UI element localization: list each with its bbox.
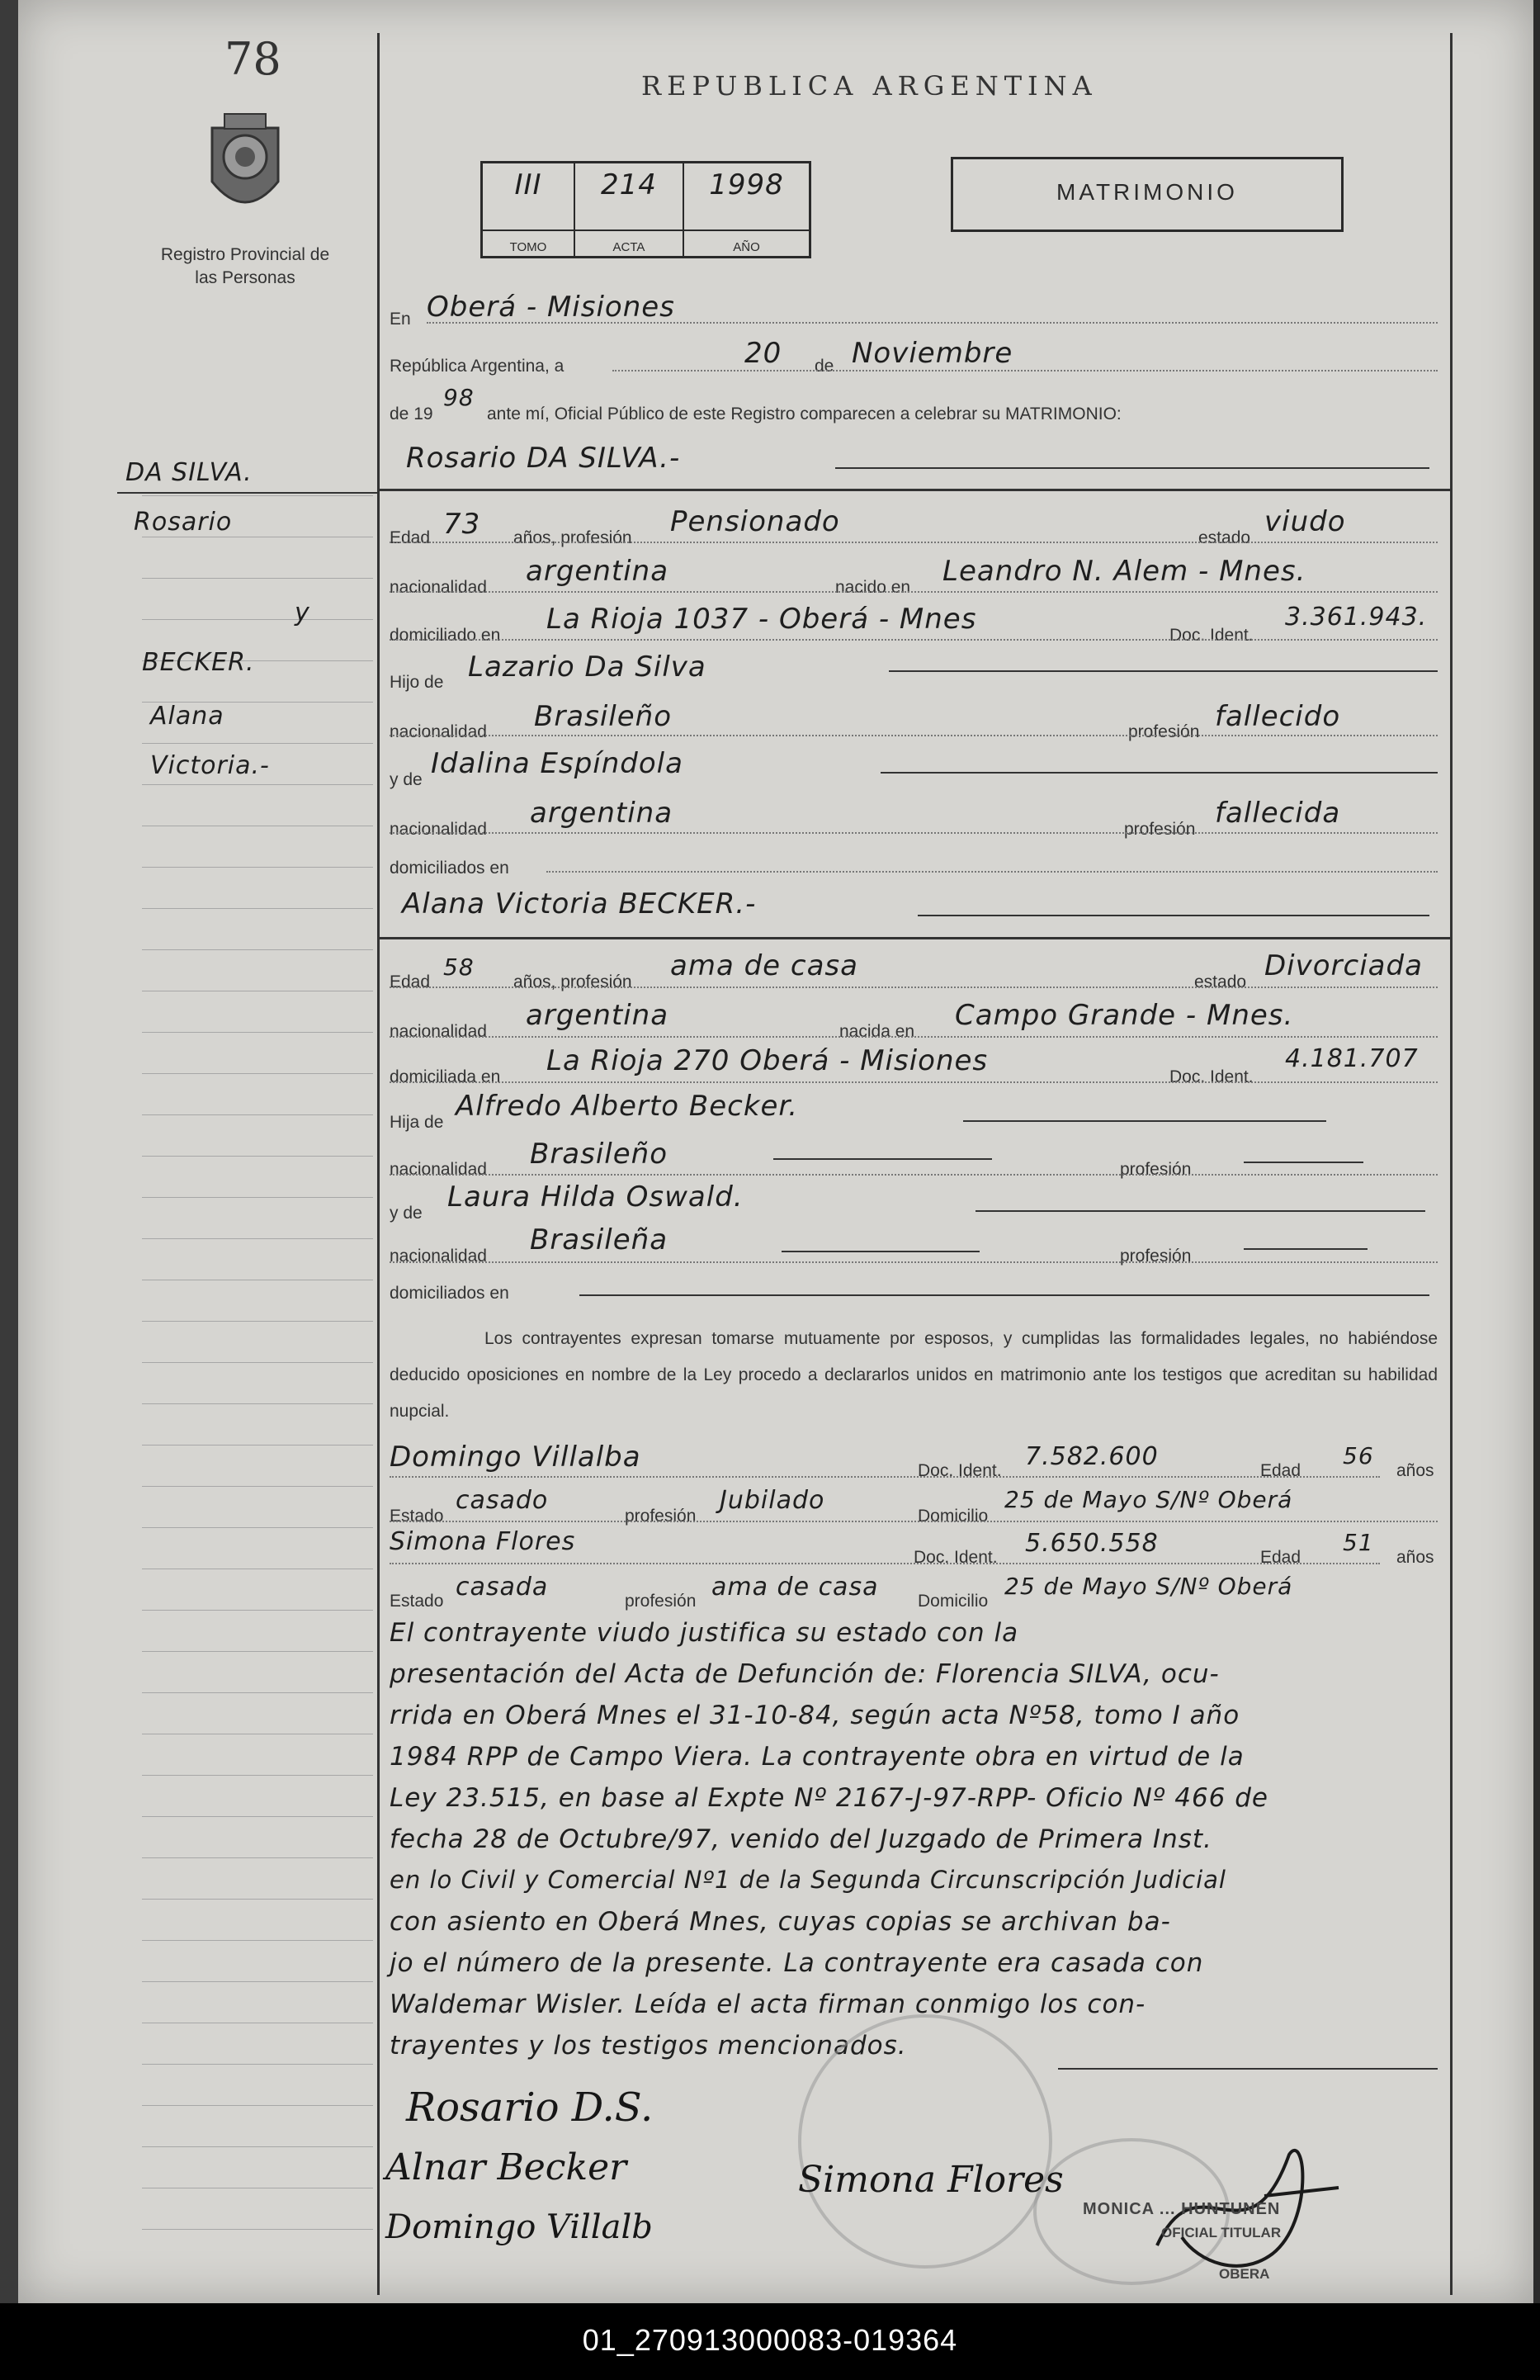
witness1-estado-label: Estado — [390, 1507, 444, 1526]
note-line: Ley 23.515, en base al Expte Nº 2167-J-97-RPP- Oficio Nº 466 de — [390, 1783, 1268, 1813]
signature-witness1: Domingo Villalb — [385, 2208, 653, 2246]
ano-value: 1998 — [709, 168, 784, 201]
note-line: con asiento en Oberá Mnes, cuyas copias se archivan ba- — [390, 1907, 1171, 1937]
witness2-dom: 25 de Mayo S/Nº Oberá — [1004, 1573, 1293, 1600]
bride-madre-nac-label: nacionalidad — [390, 1247, 487, 1266]
groom-madre: Idalina Espíndola — [431, 747, 683, 780]
registry-name: Registro Provincial de las Personas — [160, 245, 330, 287]
bride-estado: Divorciada — [1264, 949, 1423, 982]
bride-padre: Alfredo Alberto Becker. — [456, 1090, 799, 1123]
witness1-prof-label: profesión — [625, 1507, 697, 1526]
witness1-dom-label: Domicilio — [918, 1507, 989, 1526]
bride-profesion: ama de casa — [670, 949, 858, 982]
bride-edad-label: Edad — [390, 972, 431, 991]
witness1-edad: 56 — [1343, 1442, 1374, 1469]
scan-footer — [0, 2303, 1540, 2380]
bride-padre-nac: Brasileño — [530, 1138, 668, 1171]
bride-madre-nac: Brasileña — [530, 1223, 668, 1256]
bride-profesion-label: años, profesión — [513, 972, 632, 991]
bride-domiciliados-label: domiciliados en — [390, 1284, 509, 1303]
bride-divider — [377, 937, 1450, 939]
witness2-dom-label: Domicilio — [918, 1592, 989, 1611]
groom-padre-nac: Brasileño — [534, 700, 673, 733]
official-stamp-title: OFICIAL TITULAR — [1161, 2225, 1282, 2240]
groom-nac-label: nacionalidad — [390, 578, 487, 597]
groom-dom-label: domiciliado en — [390, 626, 501, 645]
bride-edad: 58 — [443, 953, 475, 981]
note-line: trayentes y los testigos mencionados. — [390, 2031, 907, 2061]
witness2-prof: ama de casa — [711, 1573, 879, 1602]
provincial-crest-icon — [196, 107, 295, 223]
signature-groom: Rosario D.S. — [406, 2084, 654, 2131]
groom-estado: viudo — [1264, 505, 1346, 538]
tomo-label: TOMO — [509, 240, 547, 254]
groom-doc-label: Doc. Ident. — [1169, 626, 1254, 645]
bride-doc-label: Doc. Ident. — [1169, 1067, 1254, 1086]
groom-madre-nac: argentina — [530, 797, 673, 830]
witness1-edad-label: Edad — [1260, 1461, 1301, 1480]
bride-dom-label: domiciliada en — [390, 1067, 501, 1086]
margin-note-line4: BECKER. — [142, 648, 255, 677]
doc-type-box — [951, 157, 1344, 232]
record-box — [480, 161, 811, 258]
book-binding — [0, 0, 18, 2303]
groom-padre-nac-label: nacionalidad — [390, 722, 487, 741]
witness2-prof-label: profesión — [625, 1592, 697, 1611]
witness2-doc-label: Doc. Ident. — [914, 1548, 998, 1567]
note-line: presentación del Acta de Defunción de: Florencia SILVA, ocu- — [390, 1659, 1220, 1689]
bride-dom: La Rioja 270 Oberá - Misiones — [546, 1044, 989, 1077]
groom-dom: La Rioja 1037 - Oberá - Mnes — [546, 603, 977, 636]
republic-label: República Argentina, a — [390, 357, 565, 376]
bride-doc: 4.181.707 — [1285, 1044, 1419, 1073]
date-line — [612, 370, 1438, 371]
scan-id: 01_270913000083-019364 — [582, 2323, 958, 2357]
margin-note-line1: DA SILVA. — [125, 458, 253, 487]
tomo-value: III — [514, 168, 542, 201]
bride-madre-prof-label: profesión — [1120, 1247, 1192, 1266]
groom-madre-prof: fallecida — [1215, 797, 1341, 830]
country-title: REPUBLICA ARGENTINA — [641, 70, 1098, 102]
en-label: En — [390, 310, 411, 329]
groom-estado-label: estado — [1198, 528, 1251, 547]
acta-label: ACTA — [612, 240, 645, 254]
witness2-estado: casada — [456, 1573, 549, 1602]
groom-padre: Lazario Da Silva — [468, 651, 706, 684]
groom-yde-label: y de — [390, 770, 423, 789]
margin-note-line5: Alana — [150, 702, 224, 731]
groom-divider — [377, 489, 1450, 491]
groom-name-line — [835, 467, 1429, 469]
groom-profesion: Pensionado — [670, 505, 840, 538]
bride-nac: argentina — [526, 999, 669, 1032]
bride-padre-prof-label: profesión — [1120, 1160, 1192, 1179]
groom-madre-nac-label: nacionalidad — [390, 820, 487, 839]
register-page — [18, 0, 1533, 2303]
groom-padre-prof: fallecido — [1215, 700, 1341, 733]
bride-nacida-label: nacida en — [839, 1022, 915, 1041]
witness2-estado-label: Estado — [390, 1592, 444, 1611]
witness2-anos-label: años — [1396, 1548, 1434, 1567]
bride-padre-nac-label: nacionalidad — [390, 1160, 487, 1179]
groom-nac: argentina — [526, 555, 669, 588]
margin-note-line3: y — [295, 599, 310, 627]
official-stamp-place: OBERA — [1219, 2266, 1270, 2282]
ano-label: AÑO — [733, 240, 760, 254]
witness1-dom: 25 de Mayo S/Nº Oberá — [1004, 1486, 1293, 1513]
bride-name: Alana Victoria BECKER.- — [402, 887, 757, 920]
note-line: en lo Civil y Comercial Nº1 de la Segunda Circunscripción Judicial — [390, 1866, 1226, 1894]
note-line: 1984 RPP de Campo Viera. La contrayente obra en virtud de la — [390, 1742, 1245, 1772]
signature-bride: Alnar Becker — [385, 2146, 627, 2188]
note-line: Waldemar Wisler. Leída el acta firman conmigo los con- — [390, 1990, 1146, 2019]
groom-profesion-label: años, profesión — [513, 528, 632, 547]
witness1-doc-label: Doc. Ident. — [918, 1461, 1002, 1480]
note-line: fecha 28 de Octubre/97, venido del Juzgado de Primera Inst. — [390, 1824, 1212, 1854]
margin-note-line2: Rosario — [134, 508, 233, 537]
bride-madre: Laura Hilda Oswald. — [447, 1181, 744, 1214]
groom-name: Rosario DA SILVA.- — [406, 442, 681, 475]
bride-nacida: Campo Grande - Mnes. — [955, 999, 1294, 1032]
acta-value: 214 — [601, 168, 657, 201]
page-number: 78 — [224, 33, 281, 85]
margin-note-line6: Victoria.- — [150, 751, 270, 780]
witness1-estado: casado — [456, 1486, 549, 1515]
witness1-name: Domingo Villalba — [390, 1441, 641, 1474]
note-line: El contrayente viudo justifica su estado con la — [390, 1618, 1019, 1648]
registry-seal-icon — [798, 2014, 1052, 2269]
right-rule — [1450, 33, 1453, 2295]
margin-rule — [377, 33, 380, 2295]
formal-text: Los contrayentes expresan tomarse mutuamente por esposos, y cumplidas las formalidades legales, no habiéndose deducido oposiciones en nombre de la Ley procedo a declararlos unidos en matrimonio ante los testigos que acreditan su habilidad nupcial. — [390, 1329, 1438, 1421]
bride-hija-label: Hija de — [390, 1113, 444, 1132]
margin-divider — [117, 492, 377, 494]
witness1-doc: 7.582.600 — [1025, 1442, 1159, 1471]
groom-domiciliados-label: domiciliados en — [390, 859, 509, 878]
official-stamp-name: MONICA ... HUNTUNEN — [1083, 2200, 1281, 2218]
de-label: de — [815, 357, 834, 376]
note-line: rrida en Oberá Mnes el 31-10-84, según acta Nº58, tomo I año — [390, 1701, 1240, 1730]
doc-type-label: MATRIMONIO — [1056, 179, 1238, 205]
bride-nac-label: nacionalidad — [390, 1022, 487, 1041]
witness2-doc: 5.650.558 — [1025, 1529, 1159, 1558]
groom-nacido-label: nacido en — [835, 578, 911, 597]
witness1-prof: Jubilado — [720, 1486, 825, 1515]
groom-edad-label: Edad — [390, 528, 431, 547]
year-suffix: 98 — [443, 384, 475, 411]
groom-nacido: Leandro N. Alem - Mnes. — [942, 555, 1306, 588]
place-line — [427, 322, 1438, 324]
groom-edad: 73 — [443, 508, 481, 541]
year-prefix: de 19 — [390, 405, 433, 423]
groom-doc: 3.361.943. — [1285, 603, 1428, 632]
signature-witness2: Simona Flores — [798, 2159, 1064, 2201]
groom-madre-prof-label: profesión — [1124, 820, 1196, 839]
note-line: jo el número de la presente. La contrayente era casada con — [390, 1948, 1204, 1978]
day-value: 20 — [744, 337, 782, 370]
month-value: Noviembre — [852, 337, 1013, 370]
witness1-anos-label: años — [1396, 1461, 1434, 1480]
witness2-name: Simona Flores — [390, 1527, 576, 1556]
witness2-edad-label: Edad — [1260, 1548, 1301, 1567]
groom-padre-prof-label: profesión — [1128, 722, 1200, 741]
bride-estado-label: estado — [1194, 972, 1247, 991]
witness2-edad: 51 — [1343, 1529, 1374, 1556]
groom-hijo-label: Hijo de — [390, 673, 444, 692]
declaration-text: ante mí, Oficial Público de este Registro comparecen a celebrar su MATRIMONIO: — [487, 405, 1122, 423]
bride-yde-label: y de — [390, 1204, 423, 1223]
place-value: Oberá - Misiones — [427, 291, 675, 324]
